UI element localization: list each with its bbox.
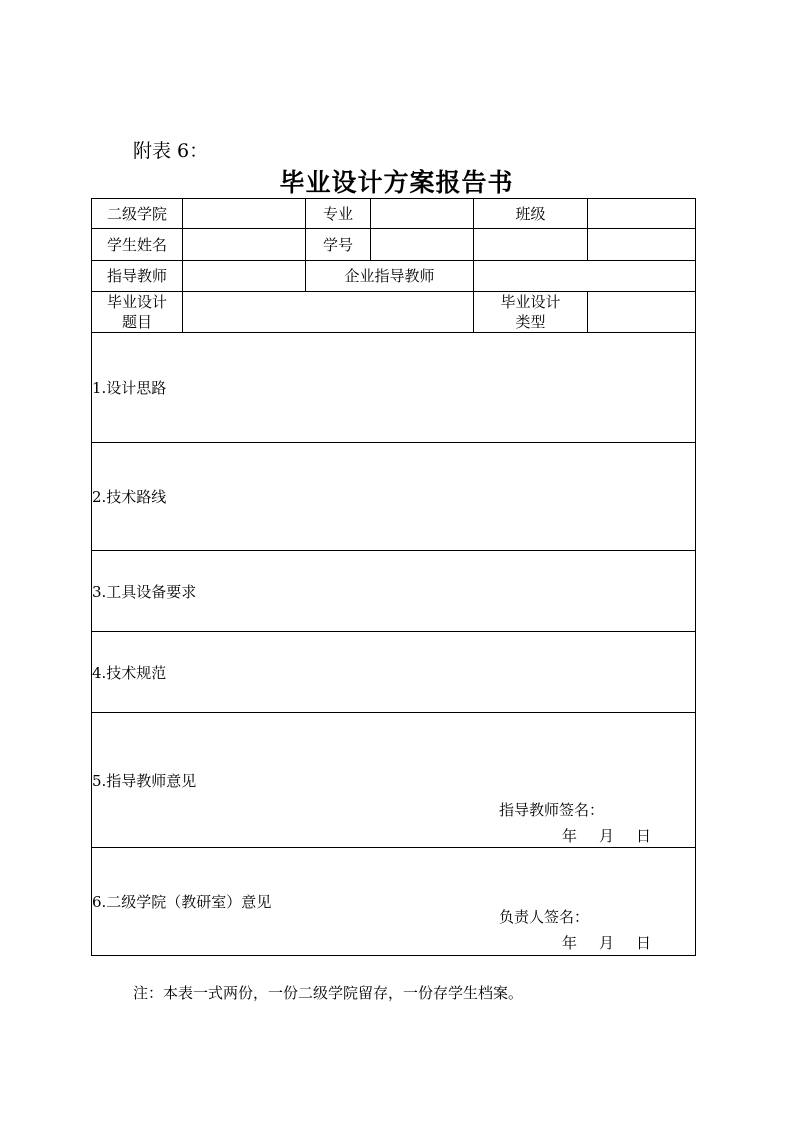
- section-advisor-opinion: [92, 713, 696, 848]
- advisor-date-day: 日: [636, 827, 652, 845]
- document-title: 毕业设计方案报告书: [279, 168, 514, 197]
- student-name-value[interactable]: [183, 229, 306, 261]
- topic-label-line1: 毕业设计: [106, 293, 167, 311]
- section-tech-spec: [92, 632, 696, 713]
- major-value[interactable]: [371, 199, 474, 229]
- college-value[interactable]: [183, 199, 306, 229]
- enterprise-advisor-label: 企业指导教师: [306, 261, 474, 292]
- major-label: 专业: [306, 199, 371, 229]
- form-row-college: [92, 199, 696, 229]
- college-label: 二级学院: [92, 199, 183, 229]
- class-label: 班级: [474, 199, 588, 229]
- advisor-date: [562, 825, 651, 846]
- student-name-label: 学生姓名: [92, 229, 183, 261]
- topic-label-line2: 题目: [121, 313, 152, 331]
- advisor-opinion-area[interactable]: [92, 713, 696, 848]
- advisor-opinion-title: 5.指导教师意见: [92, 771, 197, 790]
- head-date-year: 年: [562, 934, 578, 952]
- design-idea-title: 1.设计思路: [92, 379, 167, 397]
- student-id-value[interactable]: [371, 229, 474, 261]
- equipment-title: 3.工具设备要求: [92, 582, 197, 601]
- college-opinion-area[interactable]: [92, 848, 696, 956]
- topic-value[interactable]: [183, 292, 474, 333]
- enterprise-advisor-value[interactable]: [474, 261, 696, 292]
- student-id-label: 学号: [306, 229, 371, 261]
- type-label: [474, 292, 588, 333]
- advisor-value[interactable]: [183, 261, 306, 292]
- tech-route-title: 2.技术路线: [92, 488, 167, 506]
- blank-cell-a[interactable]: [474, 229, 588, 261]
- tech-spec-area[interactable]: [92, 632, 696, 713]
- advisor-label: 指导教师: [92, 261, 183, 292]
- type-label-line1: 毕业设计: [500, 293, 561, 311]
- class-value[interactable]: [588, 199, 696, 229]
- topic-label: [92, 292, 183, 333]
- form-row-advisor: [92, 261, 696, 292]
- advisor-signature-label: 指导教师签名：: [499, 801, 605, 819]
- section-tech-route: [92, 443, 696, 551]
- footnote: 注：本表一式两份，一份二级学院留存，一份存学生档案。: [133, 984, 524, 1002]
- appendix-label: 附表 6：: [133, 140, 209, 162]
- form-row-topic: [92, 292, 696, 333]
- report-form: [91, 198, 696, 956]
- advisor-date-month: 月: [599, 827, 615, 845]
- section-college-opinion: [92, 848, 696, 956]
- head-date-month: 月: [599, 934, 615, 952]
- section-equipment: [92, 551, 696, 632]
- design-idea-area[interactable]: [92, 333, 696, 443]
- tech-spec-title: 4.技术规范: [92, 663, 167, 682]
- type-value[interactable]: [588, 292, 696, 333]
- head-date-day: 日: [636, 934, 652, 952]
- equipment-area[interactable]: [92, 551, 696, 632]
- advisor-date-year: 年: [562, 827, 578, 845]
- form-row-student: [92, 229, 696, 261]
- head-date: [562, 932, 651, 953]
- type-label-line2: 类型: [515, 313, 546, 331]
- tech-route-area[interactable]: [92, 443, 696, 551]
- college-opinion-title: 6.二级学院（教研室）意见: [92, 893, 272, 911]
- blank-cell-b[interactable]: [588, 229, 696, 261]
- section-design-idea: [92, 333, 696, 443]
- head-signature-label: 负责人签名：: [499, 908, 590, 926]
